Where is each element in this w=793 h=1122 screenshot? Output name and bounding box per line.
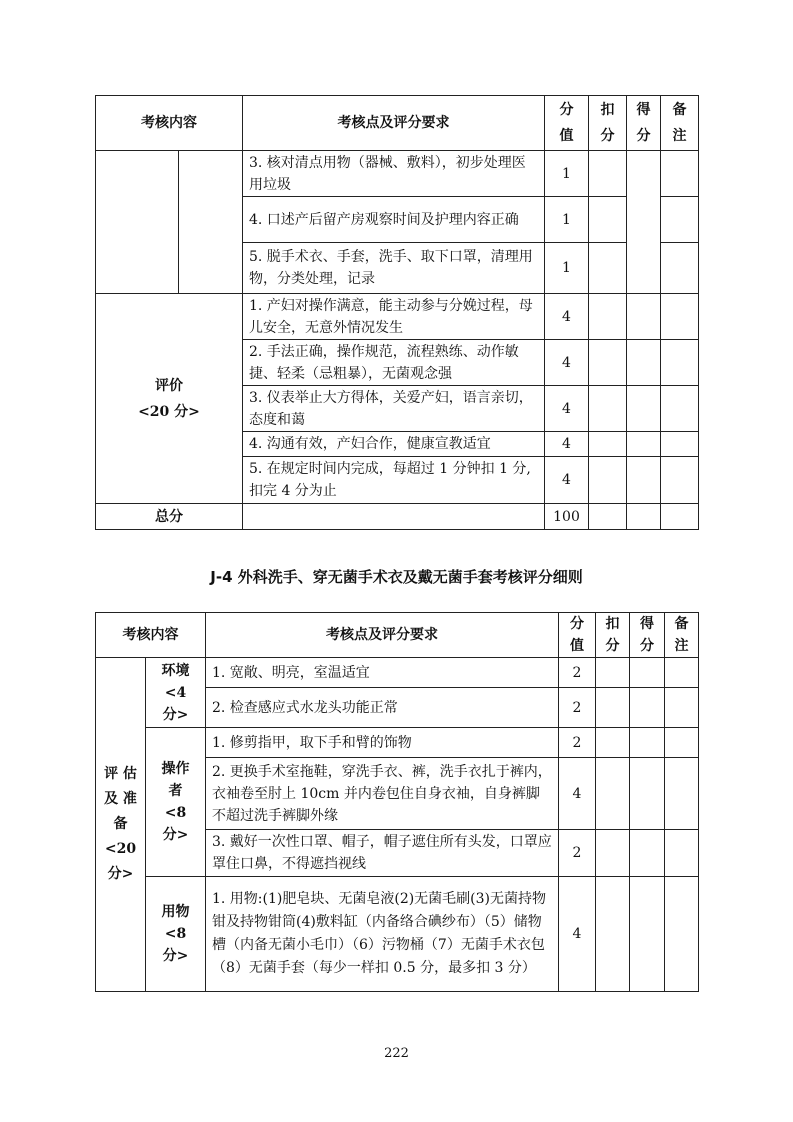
table-row <box>96 658 699 688</box>
requirement-text: 1. 用物:(1)肥皂块、无菌皂液(2)无菌毛刷(3)无菌持物钳及持物钳筒(4)敷料缸（内备络合碘纱布）（5）储物槽（内备无菌小毛巾）（6）污物桶（7）无菌手术衣包（8）无菌手套（每少一样扣 0.5 分，最多扣 3 分） <box>206 877 559 992</box>
operator-label: 操作 者 <8 分> <box>146 728 206 877</box>
table-header-row <box>96 613 699 658</box>
remark-cell <box>661 151 699 197</box>
score-value: 4 <box>545 432 589 457</box>
blank-category-cell <box>96 151 179 294</box>
remark-cell <box>665 758 699 830</box>
deduct-cell <box>596 688 630 728</box>
header-gain: 得 分 <box>630 613 665 658</box>
gain-cell <box>630 758 665 830</box>
remark-cell <box>661 197 699 243</box>
score-value: 1 <box>545 197 589 243</box>
deduct-cell <box>589 294 627 340</box>
remark-cell <box>665 688 699 728</box>
score-value: 2 <box>559 830 596 877</box>
section-title: J-4 外科洗手、穿无菌手术衣及戴无菌手套考核评分细则 <box>210 568 583 586</box>
assessment-category: 评 估 及 准 备 <20 分> <box>96 658 146 992</box>
requirement-text: 2. 检查感应式水龙头功能正常 <box>206 688 559 728</box>
score-value: 2 <box>559 688 596 728</box>
remark-cell <box>665 877 699 992</box>
score-value: 4 <box>545 457 589 504</box>
scoring-table-j4 <box>95 612 699 992</box>
deduct-cell <box>589 151 627 197</box>
gain-cell <box>630 728 665 758</box>
requirement-text: 1. 产妇对操作满意，能主动参与分娩过程，母儿安全，无意外情况发生 <box>243 294 545 340</box>
gain-cell <box>627 294 661 340</box>
deduct-cell <box>596 830 630 877</box>
requirement-text: 1. 修剪指甲，取下手和臂的饰物 <box>206 728 559 758</box>
header-deduct: 扣 分 <box>589 96 627 151</box>
requirement-text: 3. 戴好一次性口罩、帽子，帽子遮住所有头发，口罩应罩住口鼻，不得遮挡视线 <box>206 830 559 877</box>
remark-cell <box>665 830 699 877</box>
score-value: 4 <box>545 340 589 386</box>
total-label: 总分 <box>96 504 243 530</box>
table-row <box>96 151 699 197</box>
page-number: 222 <box>384 1046 409 1061</box>
score-value: 4 <box>545 294 589 340</box>
blank-requirement-cell <box>243 504 545 530</box>
requirement-text: 3. 仪表举止大方得体，关爱产妇，语言亲切，态度和蔼 <box>243 386 545 432</box>
gain-cell <box>627 504 661 530</box>
header-remark: 备 注 <box>665 613 699 658</box>
deduct-cell <box>589 504 627 530</box>
requirement-text: 2. 手法正确，操作规范，流程熟练、动作敏捷、轻柔（忌粗暴），无菌观念强 <box>243 340 545 386</box>
gain-cell <box>630 877 665 992</box>
table-row <box>96 728 699 758</box>
gain-cell <box>627 340 661 386</box>
header-score: 分 值 <box>545 96 589 151</box>
header-requirements: 考核点及评分要求 <box>243 96 545 151</box>
requirement-text: 1. 宽敞、明亮，室温适宜 <box>206 658 559 688</box>
deduct-cell <box>589 197 627 243</box>
total-score: 100 <box>545 504 589 530</box>
requirement-text: 2. 更换手术室拖鞋，穿洗手衣、裤，洗手衣扎于裤内，衣袖卷至肘上 10cm 并内卷包住自身衣袖，自身裤脚不超过洗手裤脚外缘 <box>206 758 559 830</box>
environment-label: 环境 <4 分> <box>146 658 206 728</box>
deduct-cell <box>596 758 630 830</box>
deduct-cell <box>589 340 627 386</box>
requirement-text: 4. 口述产后留产房观察时间及护理内容正确 <box>243 197 545 243</box>
remark-cell <box>661 294 699 340</box>
remark-cell <box>661 386 699 432</box>
remark-cell <box>665 728 699 758</box>
header-remark: 备 注 <box>661 96 699 151</box>
score-value: 4 <box>559 877 596 992</box>
remark-cell <box>661 340 699 386</box>
evaluation-category: 评价 <20 分> <box>96 294 243 504</box>
score-value: 2 <box>559 728 596 758</box>
remark-cell <box>661 457 699 504</box>
gain-cell <box>630 688 665 728</box>
score-value: 1 <box>545 151 589 197</box>
score-value: 4 <box>545 386 589 432</box>
supplies-label: 用物 <8 分> <box>146 877 206 992</box>
remark-cell <box>665 658 699 688</box>
requirement-text: 4. 沟通有效，产妇合作，健康宣教适宜 <box>243 432 545 457</box>
score-value: 4 <box>559 758 596 830</box>
deduct-cell <box>596 728 630 758</box>
remark-cell <box>661 504 699 530</box>
table-row <box>96 294 699 340</box>
header-requirements: 考核点及评分要求 <box>206 613 559 658</box>
table-header-row <box>96 96 699 151</box>
gain-cell <box>627 386 661 432</box>
header-gain: 得 分 <box>627 96 661 151</box>
total-row <box>96 504 699 530</box>
deduct-cell <box>589 432 627 457</box>
deduct-cell <box>596 658 630 688</box>
requirement-text: 3. 核对清点用物（器械、敷料），初步处理医用垃圾 <box>243 151 545 197</box>
score-value: 2 <box>559 658 596 688</box>
gain-cell <box>630 658 665 688</box>
remark-cell <box>661 243 699 294</box>
blank-subcategory-cell <box>179 151 243 294</box>
header-content: 考核内容 <box>96 96 243 151</box>
deduct-cell <box>589 243 627 294</box>
remark-cell <box>661 432 699 457</box>
gain-cell <box>627 432 661 457</box>
score-value: 1 <box>545 243 589 294</box>
gain-cell <box>627 457 661 504</box>
requirement-text: 5. 脱手术衣、手套，洗手、取下口罩，清理用物，分类处理，记录 <box>243 243 545 294</box>
header-score: 分 值 <box>559 613 596 658</box>
deduct-cell <box>589 386 627 432</box>
deduct-cell <box>596 877 630 992</box>
header-deduct: 扣 分 <box>596 613 630 658</box>
requirement-text: 5. 在规定时间内完成，每超过 1 分钟扣 1 分,扣完 4 分为止 <box>243 457 545 504</box>
deduct-cell <box>589 457 627 504</box>
header-content: 考核内容 <box>96 613 206 658</box>
scoring-table-continued <box>95 95 699 530</box>
gain-cell <box>630 830 665 877</box>
table-row <box>96 877 699 992</box>
gain-cell <box>627 151 661 294</box>
